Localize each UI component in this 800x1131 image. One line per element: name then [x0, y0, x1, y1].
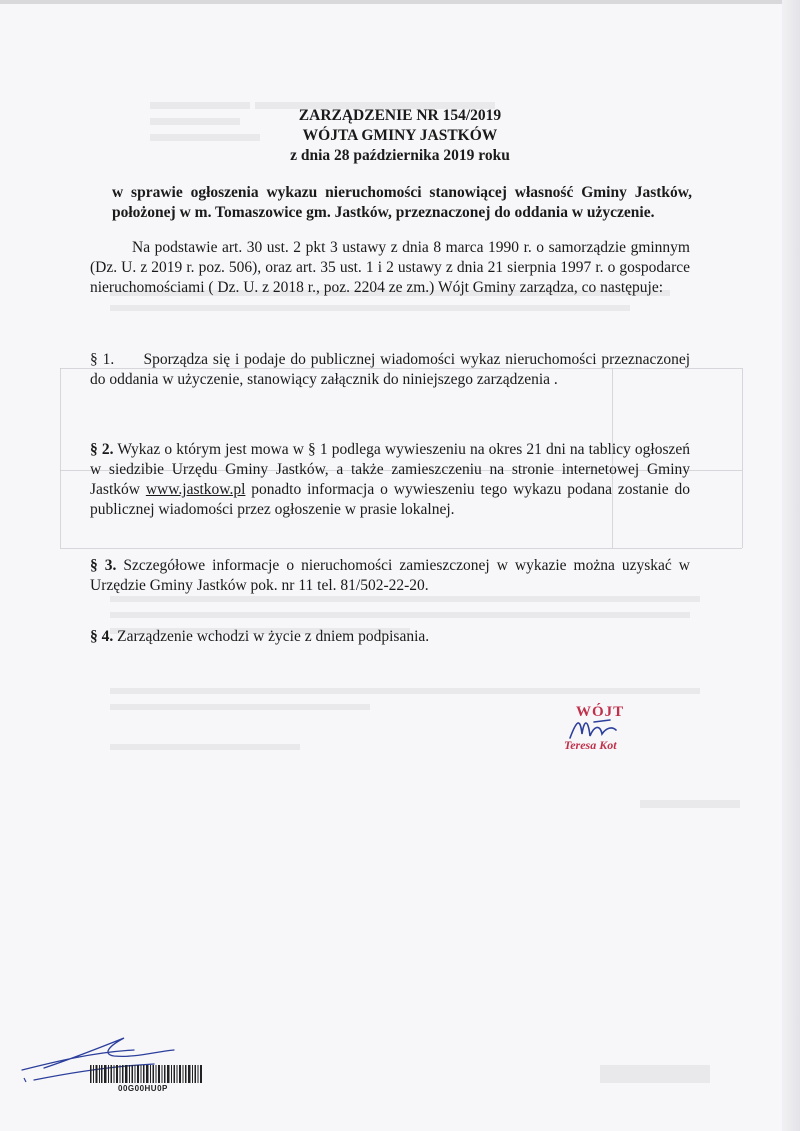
stamp-title: WÓJT [576, 704, 625, 720]
barcode-label: 00G00HU0P [118, 1084, 168, 1093]
section-1-text: Sporządza się i podaje do publicznej wiadomości wykaz nieruchomości przeznaczonej do oddania w użyczenie, stanowiący załącznik do niniejszego zarządzenia . [90, 351, 691, 388]
section-1 [90, 350, 690, 390]
section-2-sign: § 2. [90, 441, 114, 458]
issue-date: z dnia 28 października 2019 roku [290, 147, 510, 164]
preamble-text: Na podstawie art. 30 ust. 2 pkt 3 ustawy z dnia 8 marca 1990 r. o samorządzie gminnym (Dz. U. z 2019 r. poz. 506), oraz art. 35 ust. 1 i 2 ustawy z dnia 21 sierpnia 1997 r. o gospodarce nieruchomościami ( Dz. U. z 2018 r., poz. 2204 ze zm.) Wójt Gminy zarządza, co następuje: [90, 239, 690, 296]
barcode-icon [90, 1065, 202, 1083]
subject-line: w sprawie ogłoszenia wykazu nieruchomości stanowiącej własność Gminy Jastków, położonej w m. Tomaszowice gm. Jastków, przeznaczonej do oddania w użyczenie. [112, 184, 692, 221]
stamp-name: Teresa Kot [564, 738, 617, 752]
preamble [90, 238, 690, 298]
issuer-title: WÓJTA GMINY JASTKÓW [302, 127, 498, 144]
section-3 [90, 556, 690, 596]
scan-edge-right [782, 0, 800, 1131]
scan-edge-top [0, 0, 800, 4]
section-1-sign: § 1. [90, 351, 115, 368]
section-2-text-before: Wykaz o którym jest mowa w § 1 podlega wywieszeniu na okres 21 dni na tablicy ogłoszeń w siedzibie Urzędu Gminy Jastków, a także zamieszczeniu na stronie internetowej Gminy Jastków [90, 441, 690, 498]
website-link[interactable]: www.jastkow.pl [145, 481, 246, 498]
section-2-text-after: ponadto informacja o wywieszeniu tego wykazu podana zostanie do publicznej wiadomości przez ogłoszenie w prasie lokalnej. [90, 481, 690, 518]
section-3-text: Szczegółowe informacje o nieruchomości zamieszczonej w wykazie można uzyskać w Urzędzie Gminy Jastków pok. nr 11 tel. 81/502-22-20. [90, 557, 691, 594]
section-4-sign: § 4. [90, 628, 114, 645]
section-4 [90, 627, 690, 647]
section-3-sign: § 3. [90, 557, 117, 574]
section-2 [90, 440, 690, 520]
ordinance-number: ZARZĄDZENIE NR 154/2019 [298, 107, 502, 124]
section-4-text: Zarządzenie wchodzi w życie z dniem podpisania. [117, 628, 430, 645]
